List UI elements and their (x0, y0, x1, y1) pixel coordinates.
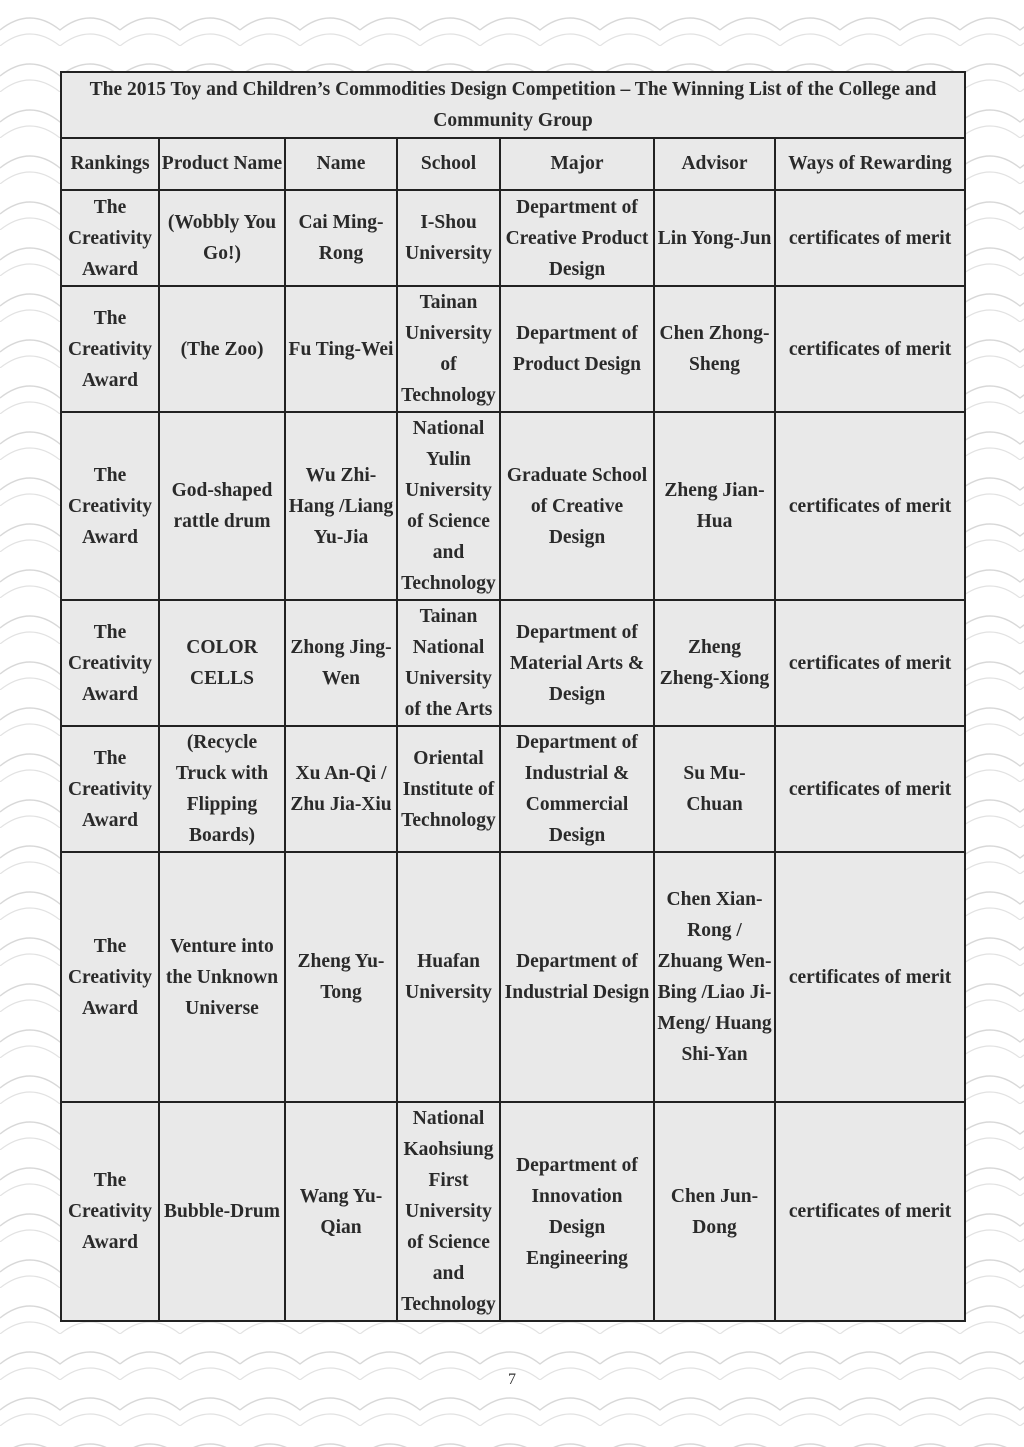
cell-major: Department of Industrial Design (500, 852, 654, 1102)
cell-major: Graduate School of Creative Design (500, 412, 654, 600)
cell-name: Wu Zhi-Hang /Liang Yu-Jia (285, 412, 397, 600)
table-header-row (61, 138, 965, 190)
cell-advisor: Lin Yong-Jun (654, 190, 775, 286)
cell-ranking: The Creativity Award (61, 726, 159, 852)
cell-ranking: The Creativity Award (61, 286, 159, 412)
cell-school: National Yulin University of Science and Technology (397, 412, 500, 600)
cell-school: Tainan National University of the Arts (397, 600, 500, 726)
cell-reward: certificates of merit (775, 412, 965, 600)
cell-major: Department of Material Arts & Design (500, 600, 654, 726)
header-ways-of-rewarding: Ways of Rewarding (775, 138, 965, 190)
cell-school: Tainan University of Technology (397, 286, 500, 412)
cell-advisor: Zheng Jian-Hua (654, 412, 775, 600)
cell-ranking: The Creativity Award (61, 600, 159, 726)
cell-school: National Kaohsiung First University of Science and Technology (397, 1102, 500, 1321)
header-name: Name (285, 138, 397, 190)
cell-name: Zhong Jing-Wen (285, 600, 397, 726)
page-number: 7 (508, 1371, 516, 1388)
cell-reward: certificates of merit (775, 1102, 965, 1321)
cell-name: Wang Yu-Qian (285, 1102, 397, 1321)
cell-advisor: Chen Zhong-Sheng (654, 286, 775, 412)
cell-ranking: The Creativity Award (61, 412, 159, 600)
cell-reward: certificates of merit (775, 190, 965, 286)
cell-advisor: Chen Jun-Dong (654, 1102, 775, 1321)
cell-ranking: The Creativity Award (61, 1102, 159, 1321)
cell-advisor: Zheng Zheng-Xiong (654, 600, 775, 726)
cell-major: Department of Product Design (500, 286, 654, 412)
cell-major: Department of Innovation Design Engineering (500, 1102, 654, 1321)
header-rankings: Rankings (61, 138, 159, 190)
cell-reward: certificates of merit (775, 852, 965, 1102)
cell-school: Huafan University (397, 852, 500, 1102)
winning-list-table (60, 71, 966, 1322)
cell-product-name: (The Zoo) (159, 286, 285, 412)
cell-product-name: (Wobbly You Go!) (159, 190, 285, 286)
cell-name: Zheng Yu-Tong (285, 852, 397, 1102)
cell-reward: certificates of merit (775, 726, 965, 852)
cell-major: Department of Creative Product Design (500, 190, 654, 286)
cell-product-name: Venture into the Unknown Universe (159, 852, 285, 1102)
cell-name: Cai Ming-Rong (285, 190, 397, 286)
table-row (61, 190, 965, 286)
cell-product-name: God-shaped rattle drum (159, 412, 285, 600)
winning-list-table-container (60, 71, 964, 1322)
cell-reward: certificates of merit (775, 600, 965, 726)
table-row (61, 852, 965, 1102)
table-row (61, 600, 965, 726)
header-advisor: Advisor (654, 138, 775, 190)
table-row (61, 1102, 965, 1321)
cell-school: I-Shou University (397, 190, 500, 286)
header-major: Major (500, 138, 654, 190)
cell-advisor: Chen Xian-Rong / Zhuang Wen-Bing /Liao Ji-Meng/ Huang Shi-Yan (654, 852, 775, 1102)
cell-product-name: (Recycle Truck with Flipping Boards) (159, 726, 285, 852)
cell-product-name: Bubble-Drum (159, 1102, 285, 1321)
cell-ranking: The Creativity Award (61, 190, 159, 286)
cell-advisor: Su Mu-Chuan (654, 726, 775, 852)
header-product-name: Product Name (159, 138, 285, 190)
table-title: The 2015 Toy and Children’s Commodities Design Competition – The Winning List of the College and Community Group (61, 72, 965, 138)
cell-major: Department of Industrial & Commercial Design (500, 726, 654, 852)
cell-product-name: COLOR CELLS (159, 600, 285, 726)
cell-name: Fu Ting-Wei (285, 286, 397, 412)
cell-reward: certificates of merit (775, 286, 965, 412)
table-title-row (61, 72, 965, 138)
header-school: School (397, 138, 500, 190)
table-row (61, 412, 965, 600)
cell-school: Oriental Institute of Technology (397, 726, 500, 852)
cell-ranking: The Creativity Award (61, 852, 159, 1102)
table-row (61, 726, 965, 852)
cell-name: Xu An-Qi / Zhu Jia-Xiu (285, 726, 397, 852)
table-row (61, 286, 965, 412)
